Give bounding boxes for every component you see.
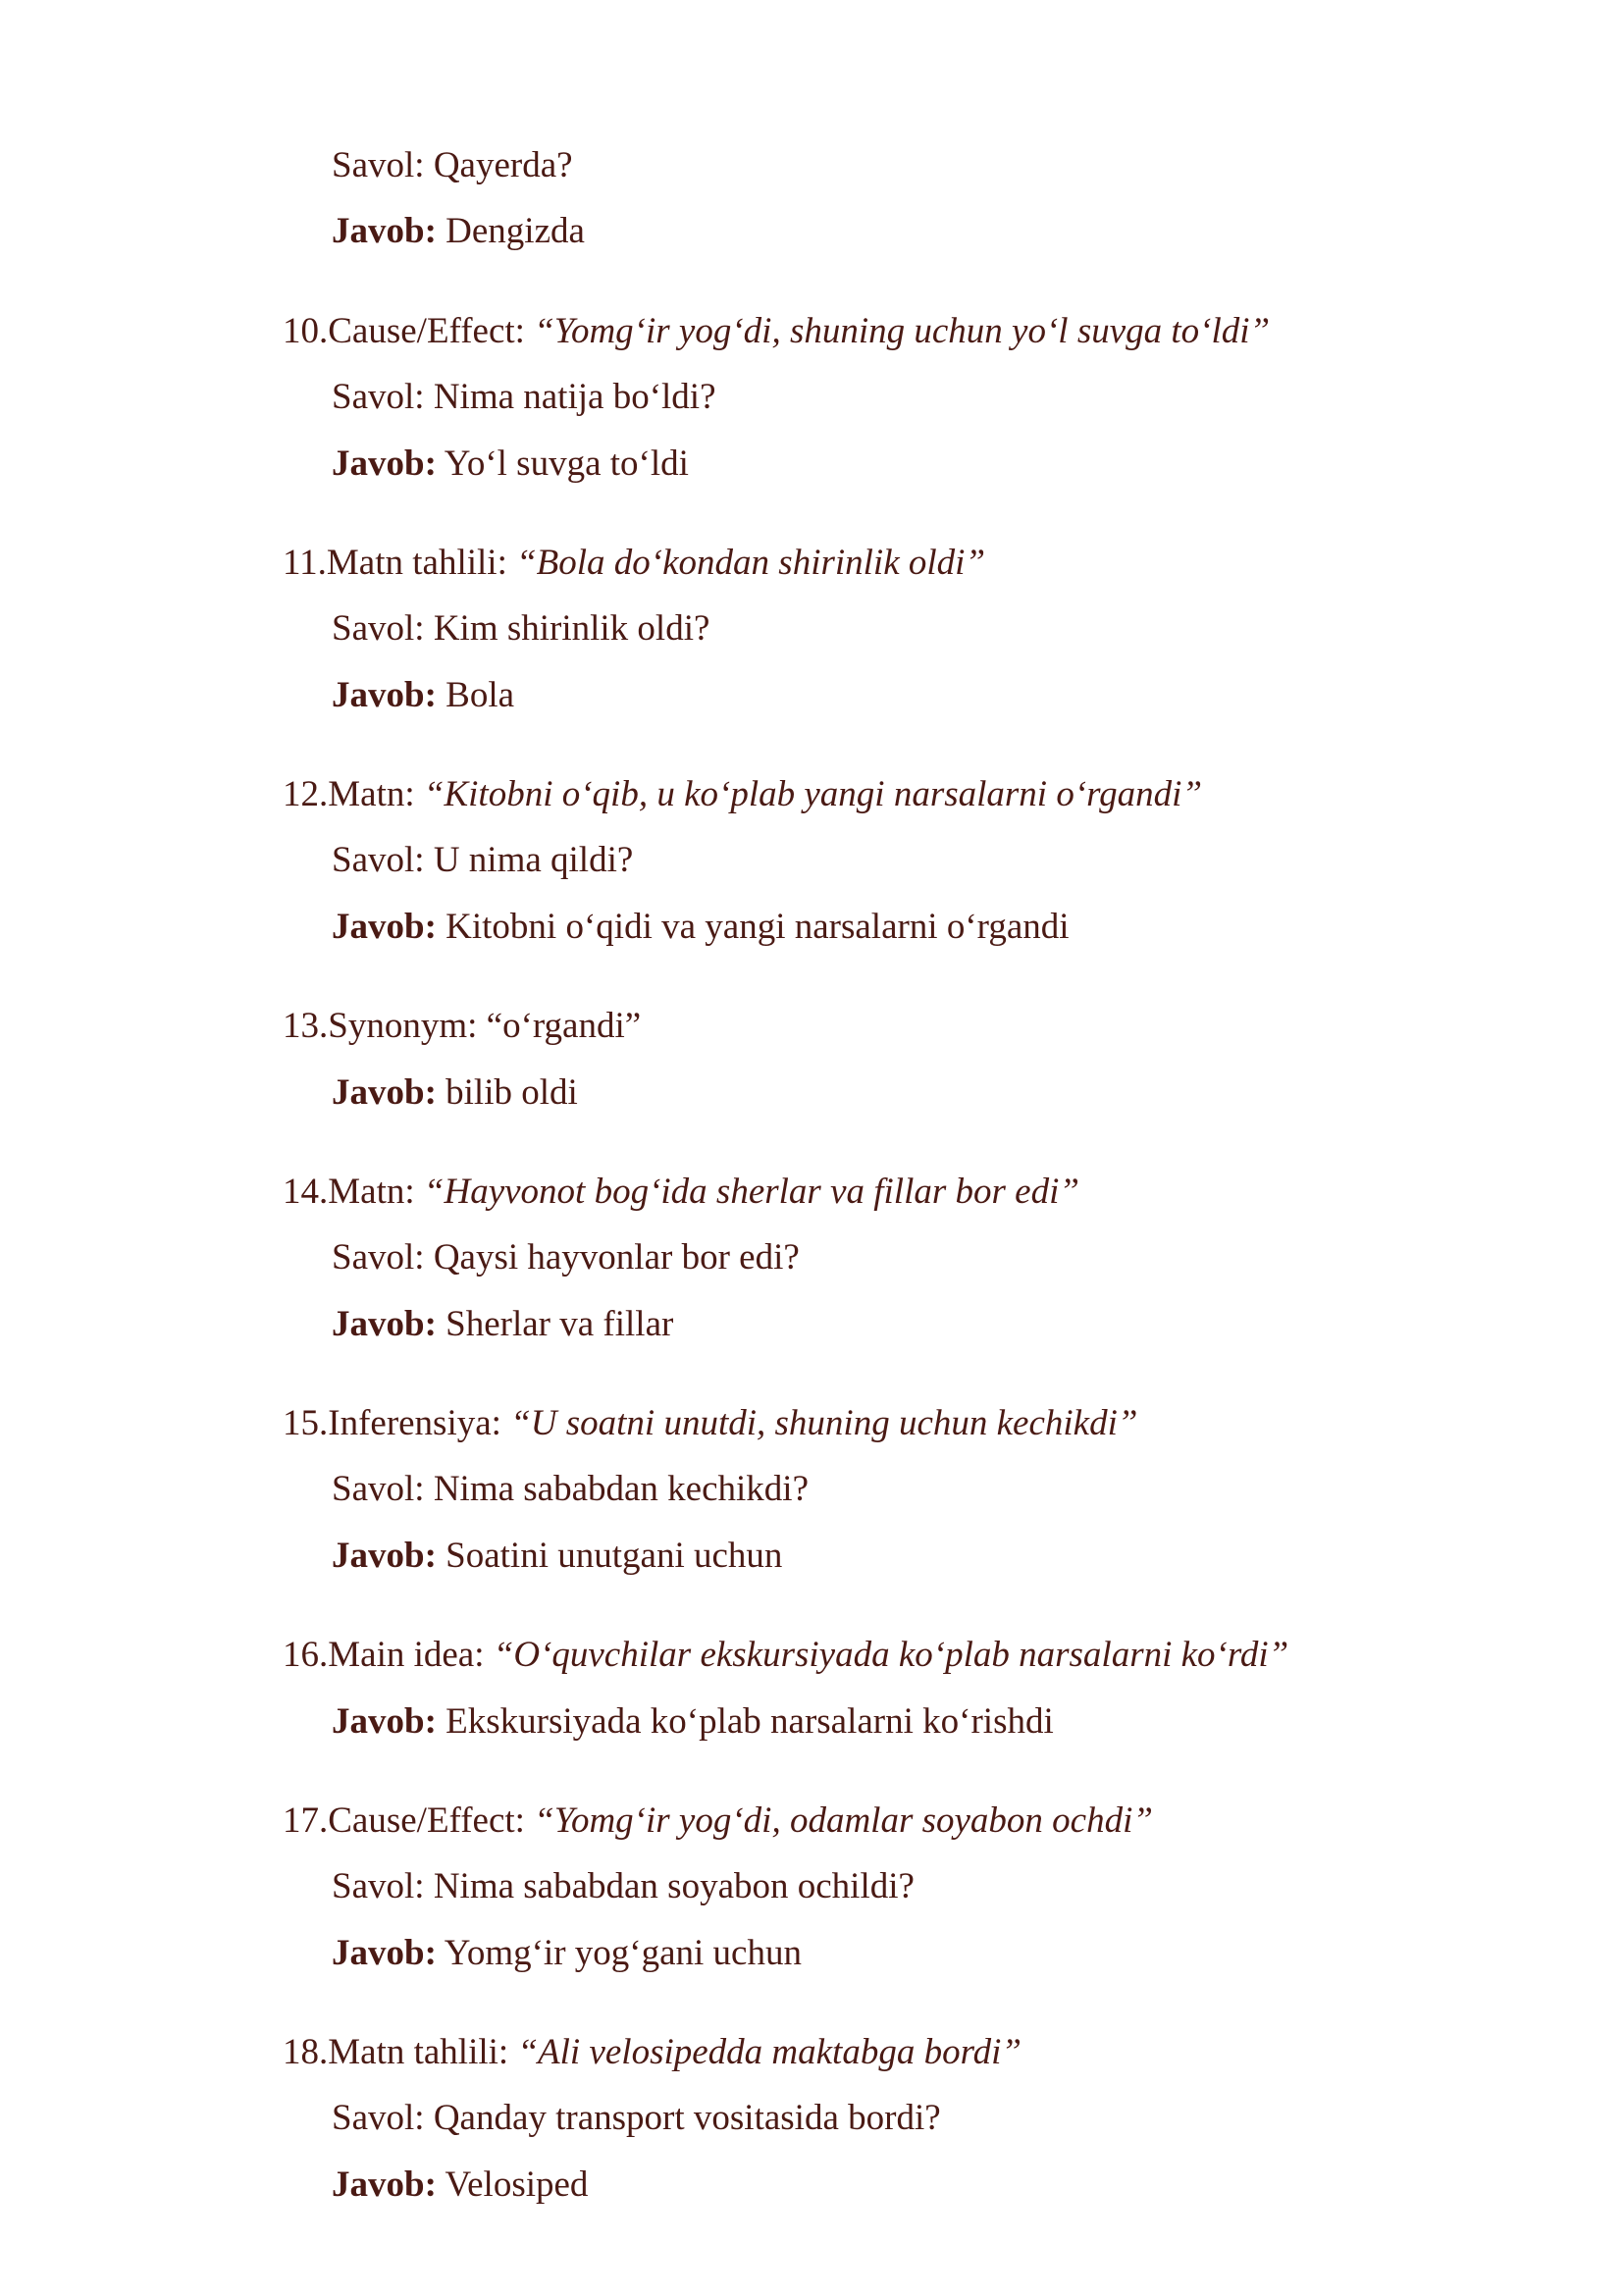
savol-text: U nima qildi? [433, 840, 634, 880]
javob-text: Sherlar va fillar [445, 1304, 674, 1344]
item-number: 17. [283, 1800, 329, 1841]
javob-line [332, 1535, 782, 1578]
javob-prefix: Javob: [332, 1701, 437, 1742]
javob-text: Bola [445, 675, 515, 715]
savol-prefix: Savol: [332, 608, 425, 649]
savol-prefix: Savol: [332, 145, 425, 185]
item-heading [283, 1402, 1137, 1445]
javob-line [332, 674, 514, 717]
item-quote: “Bola do‘kondan shirinlik oldi” [516, 543, 986, 583]
javob-text: Dengizda [445, 211, 585, 251]
item-number: 16. [283, 1635, 329, 1675]
javob-prefix: Javob: [332, 443, 437, 484]
savol-prefix: Savol: [332, 1469, 425, 1509]
savol-line [332, 376, 716, 419]
savol-text: Qayerda? [433, 145, 573, 185]
item-label: Synonym: [328, 1006, 478, 1046]
item-quote: “Ali velosipedda maktabga bordi” [517, 2032, 1022, 2072]
javob-line [332, 443, 689, 486]
item-heading [283, 310, 1270, 353]
javob-prefix: Javob: [332, 1933, 437, 1973]
javob-line [332, 210, 585, 253]
item-number: 11. [283, 543, 327, 583]
javob-prefix: Javob: [332, 1304, 437, 1344]
item-quote: “Yomg‘ir yog‘di, odamlar soyabon ochdi” [534, 1800, 1153, 1841]
javob-line [332, 2164, 588, 2207]
javob-text: Ekskursiyada ko‘plab narsalarni ko‘rishdi [445, 1701, 1054, 1742]
javob-prefix: Javob: [332, 211, 437, 251]
item-label: Matn tahlili: [328, 2032, 509, 2072]
savol-text: Nima sababdan kechikdi? [433, 1469, 810, 1509]
javob-prefix: Javob: [332, 1536, 437, 1576]
savol-text: Qaysi hayvonlar bor edi? [433, 1237, 800, 1278]
javob-prefix: Javob: [332, 907, 437, 947]
item-quote: “Kitobni o‘qib, u ko‘plab yangi narsalarni o‘rgandi” [423, 774, 1203, 814]
javob-line [332, 1932, 802, 1975]
item-heading [283, 2031, 1022, 2074]
item-heading [283, 1005, 641, 1048]
item-label: Cause/Effect: [328, 1800, 525, 1841]
savol-text: Kim shirinlik oldi? [433, 608, 710, 649]
savol-line [332, 607, 709, 651]
savol-line [332, 1236, 800, 1279]
savol-line [332, 1865, 915, 1908]
savol-prefix: Savol: [332, 1237, 425, 1278]
savol-prefix: Savol: [332, 1866, 425, 1906]
javob-text: Yo‘l suvga to‘ldi [444, 443, 689, 484]
item-quote: “Yomg‘ir yog‘di, shuning uchun yo‘l suvga to‘ldi” [534, 311, 1271, 351]
item-label: Inferensiya: [328, 1403, 501, 1443]
item-quote: “O‘quvchilar ekskursiyada ko‘plab narsalarni ko‘rdi” [493, 1635, 1289, 1675]
item-heading [283, 1171, 1079, 1214]
savol-prefix: Savol: [332, 2098, 425, 2138]
javob-text: Yomg‘ir yog‘gani uchun [444, 1933, 802, 1973]
item-number: 15. [283, 1403, 329, 1443]
javob-prefix: Javob: [332, 675, 437, 715]
javob-line [332, 1071, 578, 1115]
javob-text: Kitobni o‘qidi va yangi narsalarni o‘rgandi [445, 907, 1070, 947]
item-quote: “o‘rgandi” [486, 1006, 642, 1046]
item-number: 18. [283, 2032, 329, 2072]
item-label: Matn: [328, 1172, 415, 1212]
item-label: Cause/Effect: [328, 311, 525, 351]
javob-line [332, 1700, 1054, 1744]
javob-text: bilib oldi [445, 1072, 578, 1113]
savol-line [332, 839, 633, 882]
savol-line [332, 2097, 941, 2140]
javob-line [332, 1303, 673, 1346]
javob-prefix: Javob: [332, 1072, 437, 1113]
savol-text: Nima sababdan soyabon ochildi? [433, 1866, 915, 1906]
javob-prefix: Javob: [332, 2165, 437, 2205]
item-heading [283, 1799, 1153, 1843]
item-number: 12. [283, 774, 329, 814]
javob-text: Velosiped [445, 2165, 589, 2205]
item-number: 13. [283, 1006, 329, 1046]
savol-prefix: Savol: [332, 377, 425, 417]
savol-text: Nima natija bo‘ldi? [433, 377, 716, 417]
item-label: Matn tahlili: [326, 543, 507, 583]
javob-text: Soatini unutgani uchun [445, 1536, 783, 1576]
item-number: 10. [283, 311, 329, 351]
item-number: 14. [283, 1172, 329, 1212]
savol-line [332, 144, 573, 187]
item-label: Main idea: [328, 1635, 485, 1675]
savol-text: Qanday transport vositasida bordi? [433, 2098, 941, 2138]
item-heading [283, 1634, 1288, 1677]
item-label: Matn: [328, 774, 415, 814]
savol-prefix: Savol: [332, 840, 425, 880]
javob-line [332, 906, 1070, 949]
savol-line [332, 1468, 809, 1511]
item-quote: “U soatni unutdi, shuning uchun kechikdi” [510, 1403, 1138, 1443]
item-heading [283, 542, 985, 585]
item-quote: “Hayvonot bog‘ida sherlar va fillar bor edi” [423, 1172, 1079, 1212]
item-heading [283, 773, 1202, 816]
